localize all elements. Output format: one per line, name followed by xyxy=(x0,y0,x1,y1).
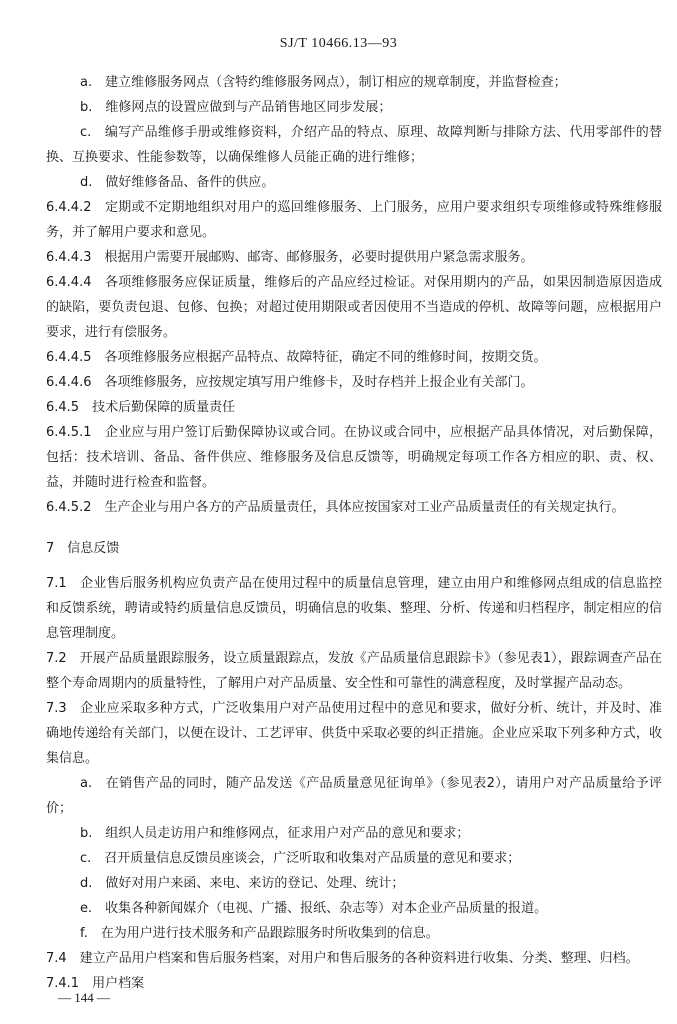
clause-6-4-4-2: 6.4.4.2 定期或不定期地组织对用户的巡回维修服务、上门服务，应用户要求组织专项维修或特殊维修服务，并了解用户要求和意见。 xyxy=(46,200,662,240)
clause-6-4-5-1: 6.4.5.1 企业应与用户签订后勤保障协议或合同。在协议或合同中，应根据产品具体情况，对后勤保障，包括：技术培训、备品、备件供应、维修服务及信息反馈等，明确规定每项工作各方相应的职、责、权、益，并随时进行检查和监督。 xyxy=(46,425,662,490)
clause-7-2: 7.2 开展产品质量跟踪服务，设立质量跟踪点，发放《产品质量信息跟踪卡》（参见表1），跟踪调查产品在整个寿命周期内的质量特性，了解用户对产品质量、安全性和可靠性的满意程度，及时掌握产品动态。 xyxy=(46,651,662,691)
paragraph: d. 做好维修备品、备件的供应。 xyxy=(80,175,275,190)
paragraph: a. 建立维修服务网点（含特约维修服务网点），制订相应的规章制度，并监督检查； xyxy=(80,75,567,90)
clause-7-1: 7.1 企业售后服务机构应负责产品在使用过程中的质量信息管理，建立由用户和维修网点组成的信息监控和反馈系统，聘请或特约质量信息反馈员，明确信息的收集、整理、分析、传递和归档程序，制定相应的信息管理制度。 xyxy=(46,576,662,641)
clause-6-4-5-heading: 6.4.5 技术后勤保障的质量责任 xyxy=(46,400,236,415)
paragraph: b. 维修网点的设置应做到与产品销售地区同步发展； xyxy=(80,100,392,115)
document-body xyxy=(46,70,662,996)
clause-7-3: 7.3 企业应采取多种方式，广泛收集用户对产品使用过程中的意见和要求，做好分析、统计，并及时、准确地传递给有关部门，以便在设计、工艺评审、供货中采取必要的纠正措施。企业应采取下列多种方式，收集信息。 xyxy=(46,701,662,766)
clause-7-4: 7.4 建立产品用户档案和售后服务档案，对用户和售后服务的各种资料进行收集、分类、整理、归档。 xyxy=(46,951,639,966)
list-item: f. 在为用户进行技术服务和产品跟踪服务时所收集到的信息。 xyxy=(80,926,439,941)
clause-7-4-1: 7.4.1 用户档案 xyxy=(46,976,145,991)
clause-6-4-4-3: 6.4.4.3 根据用户需要开展邮购、邮寄、邮修服务，必要时提供用户紧急需求服务。 xyxy=(46,250,534,265)
section-7-heading: 7 信息反馈 xyxy=(46,541,120,556)
list-item: d. 做好对用户来函、来电、来访的登记、处理、统计； xyxy=(80,876,405,891)
clause-6-4-4-4: 6.4.4.4 各项维修服务应保证质量，维修后的产品应经过检证。对保用期内的产品，如果因制造原因造成的缺陷，要负责包退、包修、包换；对超过使用期限或者因使用不当造成的停机、故障等问题，应根据用户要求，进行有偿服务。 xyxy=(46,275,662,340)
list-item: a. 在销售产品的同时，随产品发送《产品质量意见征询单》（参见表2），请用户对产品质量给予评价； xyxy=(46,776,662,816)
clause-6-4-4-5: 6.4.4.5 各项维修服务应根据产品特点、故障特征，确定不同的维修时间，按期交货。 xyxy=(46,350,547,365)
list-item: e. 收集各种新闻媒介（电视、广播、报纸、杂志等）对本企业产品质量的报道。 xyxy=(80,901,548,916)
list-item: c. 召开质量信息反馈员座谈会，广泛听取和收集对产品质量的意见和要求； xyxy=(80,851,521,866)
list-item: b. 组织人员走访用户和维修网点，征求用户对产品的意见和要求； xyxy=(80,826,470,841)
clause-6-4-5-2: 6.4.5.2 生产企业与用户各方的产品质量责任，具体应按国家对工业产品质量责任的有关规定执行。 xyxy=(46,500,625,515)
standard-number-header: SJ/T 10466.13—93 xyxy=(279,36,398,51)
page-number: — 144 — xyxy=(58,990,110,1005)
paragraph: c. 编写产品维修手册或维修资料，介绍产品的特点、原理、故障判断与排除方法、代用零部件的替换、互换要求、性能参数等，以确保维修人员能正确的进行维修； xyxy=(46,125,662,165)
clause-6-4-4-6: 6.4.4.6 各项维修服务，应按规定填写用户维修卡，及时存档并上报企业有关部门。 xyxy=(46,375,534,390)
